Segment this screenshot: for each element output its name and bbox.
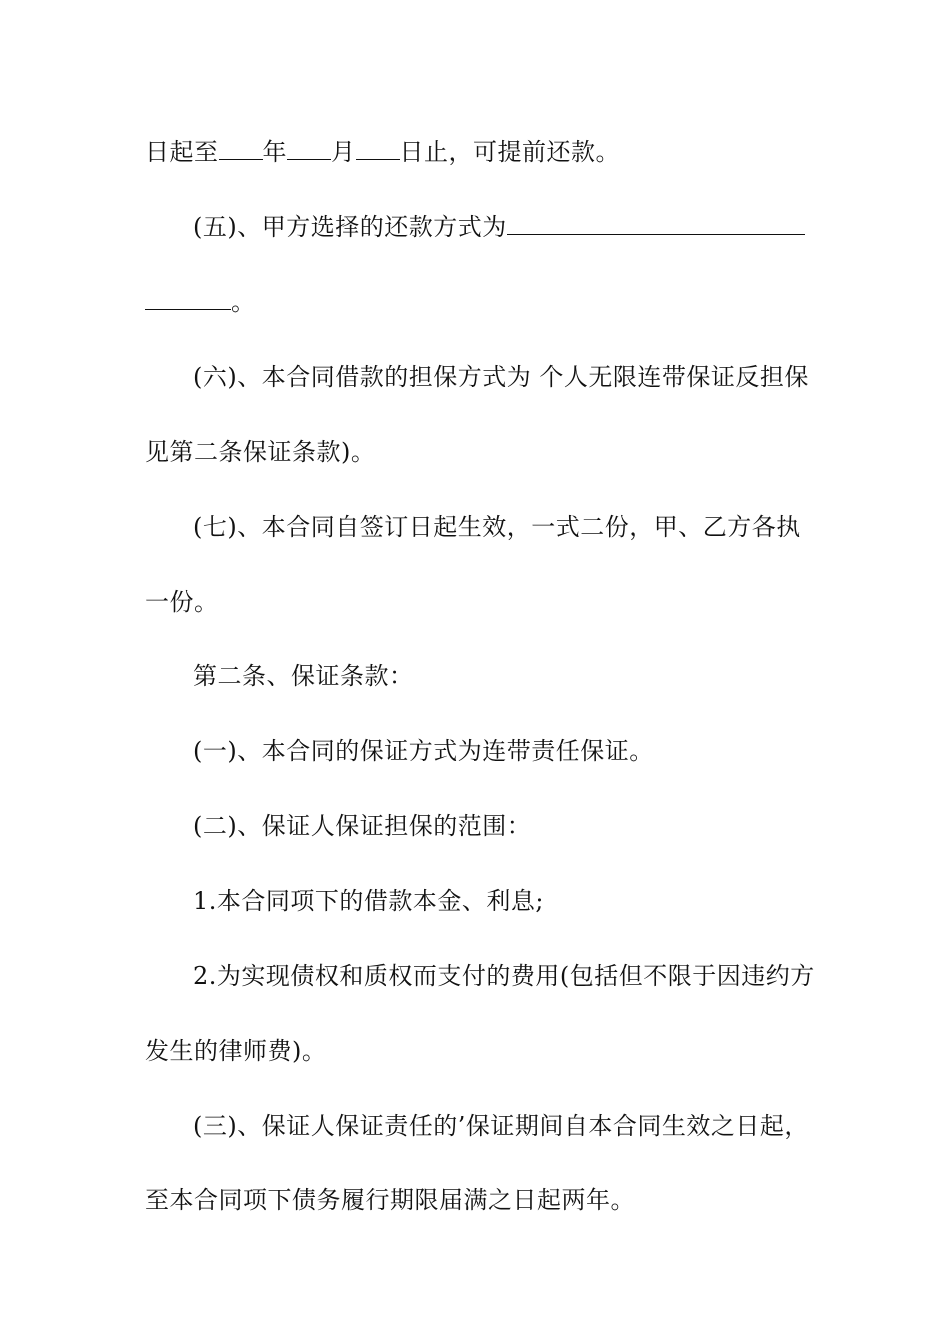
year-blank — [219, 137, 263, 160]
month-blank — [287, 137, 331, 160]
text-fragment: 日止，可提前还款。 — [399, 138, 620, 166]
clause-5-continuation — [145, 286, 810, 318]
clause-5-end: 。 — [231, 288, 256, 316]
clause-5-text: (五)、甲方选择的还款方式为 — [193, 213, 507, 241]
clause-5-line — [193, 211, 810, 243]
article-2-item-3-line-1: (三)、保证人保证责任的’保证期间自本合同生效之日起， — [193, 1112, 809, 1140]
article-2-title: 第二条、保证条款： — [193, 662, 414, 690]
repayment-method-blank-continued — [145, 287, 231, 310]
article-2-item-1: (一)、本合同的保证方式为连带责任保证。 — [193, 737, 654, 765]
article-2-item-3-line-2: 至本合同项下债务履行期限届满之日起两年。 — [145, 1186, 635, 1214]
article-2-sub-2-line-1: 2.为实现债权和质权而支付的费用(包括但不限于因违约方 — [193, 962, 815, 990]
clause-7-line-2: 一份。 — [145, 588, 219, 616]
article-2-sub-2-line-2: 发生的律师费)。 — [145, 1037, 327, 1065]
clause-6-line-1: (六)、本合同借款的担保方式为 个人无限连带保证反担保 — [193, 363, 809, 391]
text-fragment: 月 — [331, 138, 356, 166]
article-2-sub-1: 1.本合同项下的借款本金、利息; — [193, 887, 544, 915]
clause-7-line-1: (七)、本合同自签订日起生效，一式二份，甲、乙方各执 — [193, 513, 801, 541]
repayment-method-blank — [507, 212, 805, 235]
clause-6-line-2: 见第二条保证条款)。 — [145, 438, 376, 466]
text-fragment: 日起至 — [145, 138, 219, 166]
article-2-item-2: (二)、保证人保证担保的范围： — [193, 812, 532, 840]
text-fragment: 年 — [262, 138, 287, 166]
repayment-date-line — [145, 136, 810, 168]
day-blank — [356, 137, 400, 160]
